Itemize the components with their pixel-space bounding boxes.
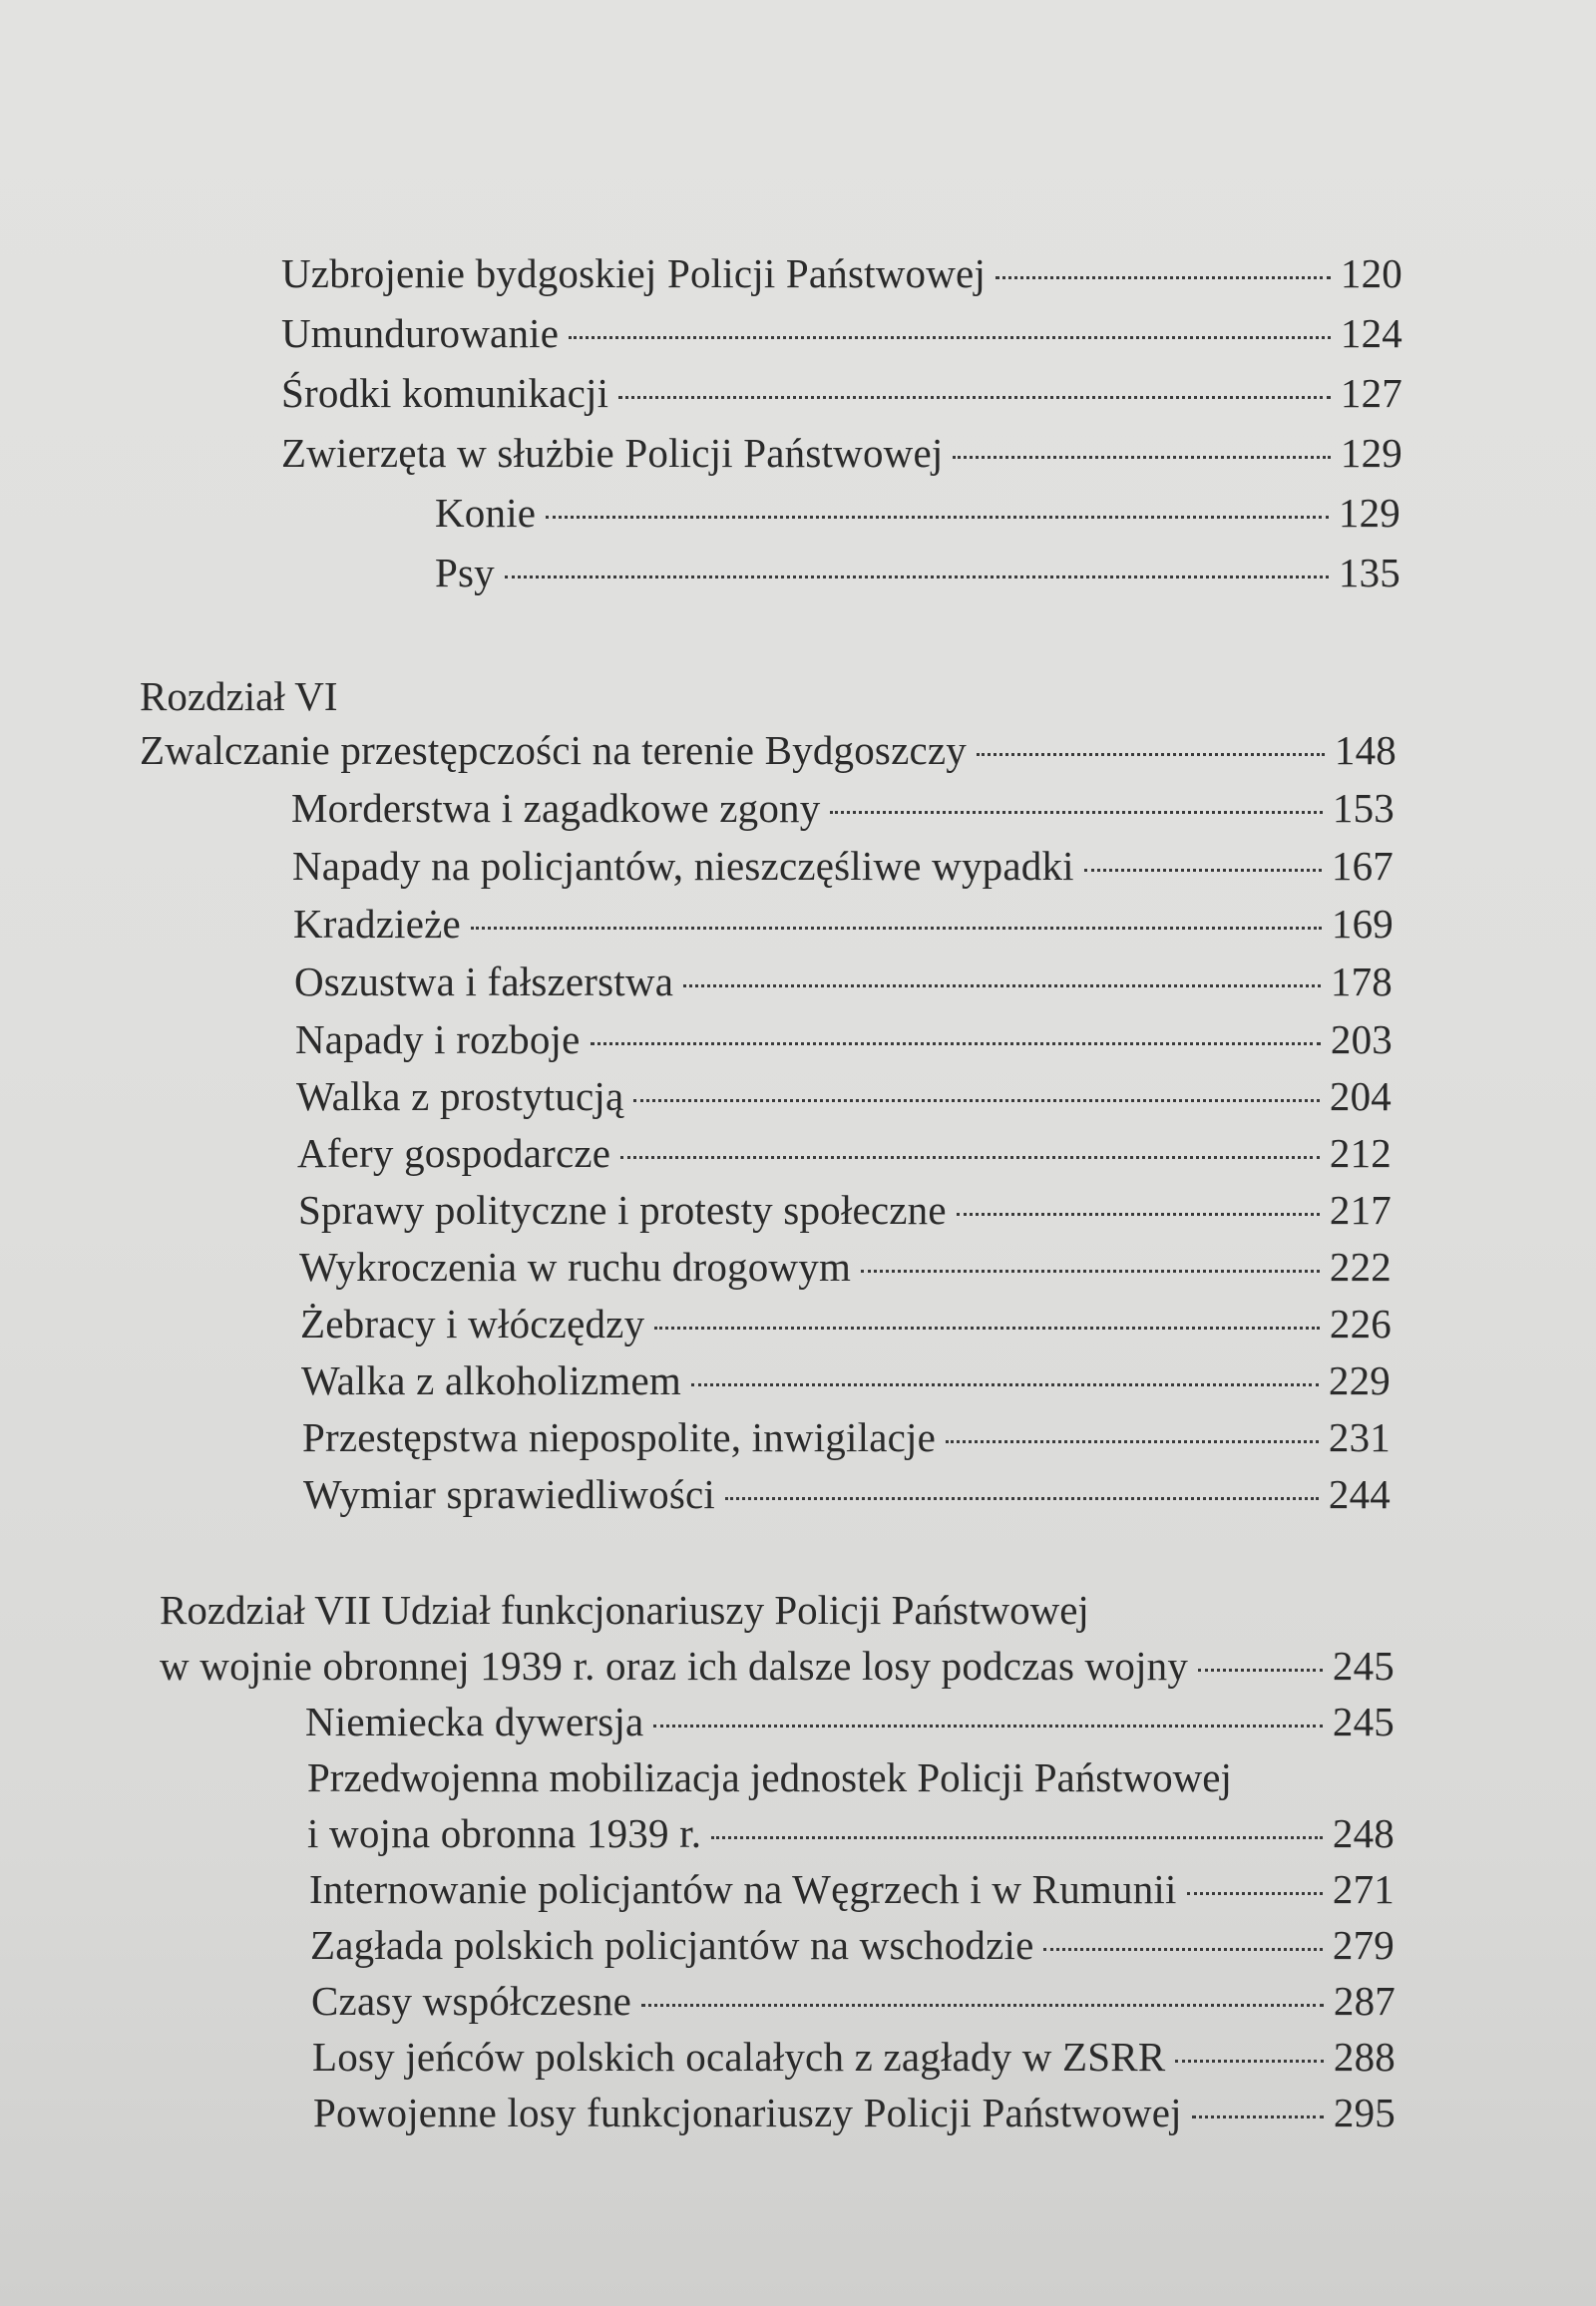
entry-title: Oszustwa i fałszerstwa <box>294 959 674 1004</box>
entry-title: Kradzieże <box>293 901 461 947</box>
dot-leader <box>633 1099 1320 1102</box>
entry-page: 148 <box>1334 727 1396 773</box>
entry-page: 287 <box>1333 1978 1396 2024</box>
entry-title: Napady na policjantów, nieszczęśliwe wypadki <box>292 843 1074 889</box>
dot-leader <box>1175 2060 1324 2063</box>
chapter-title-entry <box>160 1638 1395 1694</box>
toc-entry <box>303 1466 1391 1522</box>
entry-title: Żebracy i włóczędzy <box>300 1301 645 1346</box>
dot-leader <box>977 753 1325 756</box>
entry-title: Czasy współczesne <box>311 1978 632 2024</box>
entry-page: 178 <box>1330 959 1393 1004</box>
entry-title: Powojenne losy funkcjonariuszy Policji Państwowej <box>313 2090 1182 2135</box>
toc-entry <box>300 1296 1392 1351</box>
entry-title: i wojna obronna 1939 r. <box>307 1810 702 1856</box>
toc-entry <box>298 1182 1392 1238</box>
entry-title: Psy <box>435 550 495 595</box>
chapter-heading: Rozdział VII Udział funkcjonariuszy Policji Państwowej <box>160 1587 1089 1633</box>
toc-entry <box>302 1409 1391 1465</box>
entry-page: 271 <box>1332 1866 1395 1912</box>
entry-title: Umundurowanie <box>281 310 560 356</box>
dot-leader <box>725 1497 1319 1500</box>
entry-page: 248 <box>1332 1810 1395 1856</box>
dot-leader <box>953 456 1330 459</box>
dot-leader <box>1192 2115 1324 2118</box>
entry-page: 129 <box>1338 490 1400 536</box>
entry-title: Zwierzęta w służbie Policji Państwowej <box>281 430 944 476</box>
dot-leader <box>505 576 1329 578</box>
toc-entry <box>311 1973 1396 2029</box>
entry-title: Napady i rozboje <box>295 1016 581 1062</box>
entry-page: 231 <box>1328 1414 1391 1460</box>
entry-title: Konie <box>435 490 537 536</box>
entry-title: Przestępstwa niepospolite, inwigilacje <box>302 1414 936 1460</box>
entry-page: 169 <box>1331 901 1394 947</box>
toc-entry <box>305 1694 1395 1749</box>
dot-leader <box>946 1440 1319 1443</box>
entry-title: Afery gospodarcze <box>297 1130 611 1176</box>
dot-leader <box>830 811 1322 814</box>
dot-leader <box>641 2004 1324 2007</box>
entry-page: 203 <box>1330 1016 1393 1062</box>
dot-leader <box>1198 1669 1323 1672</box>
toc-entry <box>292 838 1394 894</box>
entry-title: Niemiecka dywersja <box>305 1699 644 1744</box>
entry-title: w wojnie obronnej 1939 r. oraz ich dalsze losy podczas wojny <box>160 1643 1189 1689</box>
dot-leader <box>711 1836 1323 1839</box>
toc-entry <box>281 305 1402 361</box>
entry-page: 212 <box>1329 1130 1392 1176</box>
dot-leader <box>471 927 1322 930</box>
dot-leader <box>861 1270 1320 1273</box>
toc-entry <box>281 245 1402 301</box>
dot-leader <box>591 1042 1321 1045</box>
toc-entry <box>310 1917 1395 1973</box>
chapter-heading: Rozdział VI <box>140 673 338 719</box>
entry-page: 222 <box>1329 1244 1392 1290</box>
dot-leader <box>620 1156 1320 1159</box>
dot-leader <box>691 1383 1319 1386</box>
entry-page: 120 <box>1340 250 1402 296</box>
dot-leader <box>996 276 1331 279</box>
toc-entry <box>307 1805 1395 1861</box>
entry-page: 135 <box>1338 550 1400 595</box>
entry-page: 229 <box>1328 1357 1391 1403</box>
toc-subentry <box>435 485 1400 541</box>
entry-page: 295 <box>1333 2090 1396 2135</box>
entry-title: Wykroczenia w ruchu drogowym <box>299 1244 852 1290</box>
entry-page: 217 <box>1329 1187 1392 1233</box>
entry-title: Zwalczanie przestępczości na terenie Bydgoszczy <box>140 727 967 773</box>
entry-page: 204 <box>1329 1073 1392 1119</box>
entry-page: 245 <box>1332 1699 1395 1744</box>
toc-entry <box>295 1011 1393 1067</box>
dot-leader <box>546 516 1329 519</box>
dot-leader <box>653 1725 1322 1728</box>
dot-leader <box>569 336 1331 339</box>
toc-entry <box>281 365 1402 421</box>
toc-entry <box>293 896 1394 952</box>
toc-entry <box>301 1352 1391 1408</box>
entry-title: Zagłada polskich policjantów na wschodzie <box>310 1922 1034 1968</box>
dot-leader <box>618 396 1331 399</box>
toc-entry <box>299 1239 1392 1295</box>
entry-title: Wymiar sprawiedliwości <box>303 1471 715 1517</box>
entry-title: Morderstwa i zagadkowe zgony <box>291 785 821 831</box>
entry-title: Walka z alkoholizmem <box>301 1357 681 1403</box>
toc-entry <box>291 780 1395 836</box>
entry-title: Losy jeńców polskich ocalałych z zagłady w ZSRR <box>312 2034 1166 2080</box>
entry-page: 279 <box>1332 1922 1395 1968</box>
entry-title: Środki komunikacji <box>281 370 609 416</box>
entry-title: Internowanie policjantów na Węgrzech i w Rumunii <box>309 1866 1177 1912</box>
chapter-title-entry <box>140 722 1396 778</box>
toc-entry <box>309 1861 1395 1917</box>
entry-title: Uzbrojenie bydgoskiej Policji Państwowej <box>281 250 987 296</box>
entry-page: 127 <box>1340 370 1402 416</box>
toc-entry <box>281 425 1402 481</box>
toc-entry <box>313 2085 1396 2140</box>
toc-entry <box>297 1125 1392 1181</box>
entry-page: 167 <box>1331 843 1394 889</box>
toc-entry <box>294 954 1393 1009</box>
entry-page: 244 <box>1328 1471 1391 1517</box>
entry-page: 288 <box>1333 2034 1396 2080</box>
dot-leader <box>654 1327 1320 1330</box>
dot-leader <box>1084 869 1322 872</box>
toc-entry <box>312 2029 1396 2085</box>
dot-leader <box>1187 1892 1323 1895</box>
toc-entry <box>296 1068 1392 1124</box>
entry-page: 226 <box>1329 1301 1392 1346</box>
dot-leader <box>1043 1948 1322 1951</box>
entry-title: Sprawy polityczne i protesty społeczne <box>298 1187 947 1233</box>
dot-leader <box>957 1213 1320 1216</box>
entry-page: 153 <box>1332 785 1395 831</box>
dot-leader <box>683 984 1321 987</box>
toc-subentry <box>435 545 1400 600</box>
entry-page: 129 <box>1340 430 1402 476</box>
entry-page: 124 <box>1340 310 1402 356</box>
entry-page: 245 <box>1332 1643 1395 1689</box>
entry-title: Walka z prostytucją <box>296 1073 624 1119</box>
entry-title-line1: Przedwojenna mobilizacja jednostek Policji Państwowej <box>307 1754 1232 1800</box>
